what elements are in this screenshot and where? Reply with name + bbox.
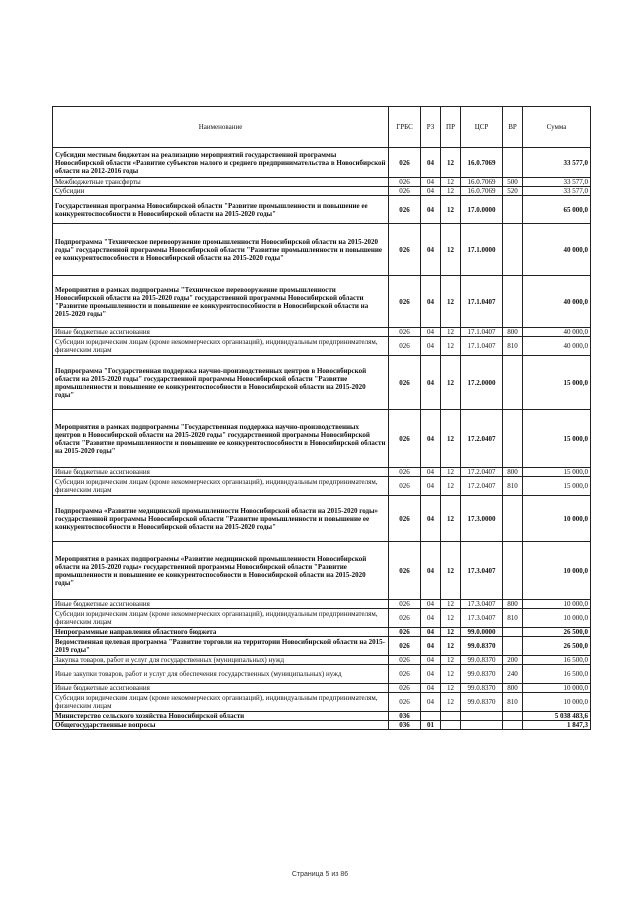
cell-csr: 16.0.7069 [461, 187, 503, 196]
table-row [53, 276, 591, 328]
cell-pr: 12 [441, 276, 461, 328]
cell-pr: 12 [441, 628, 461, 637]
table-row [53, 721, 591, 730]
cell-vr: 800 [503, 328, 523, 337]
cell-rz: 04 [421, 337, 441, 356]
cell-grbs: 026 [389, 276, 421, 328]
cell-rz: 04 [421, 496, 441, 542]
cell-name: Иные бюджетные ассигнования [53, 684, 389, 693]
cell-vr: 200 [503, 656, 523, 665]
cell-name: Подпрограмма «Развитие медицинской промышленности Новосибирской области на 2015-2020 годы» государственной программы Новосибирской области "Развитие промышленности и повышение ее конкурентоспособности в Новосибирской области на 2015-2020 годы" [53, 496, 389, 542]
cell-name: Субсидии местным бюджетам на реализацию мероприятий государственной программы Новосибирской области «Развитие субъектов малого и среднего предпринимательства в Новосибирской области на 2012-2016 годы [53, 148, 389, 178]
cell-rz: 01 [421, 721, 441, 730]
cell-grbs: 026 [389, 684, 421, 693]
cell-grbs: 026 [389, 496, 421, 542]
cell-vr: 800 [503, 684, 523, 693]
cell-csr: 17.0.0000 [461, 196, 503, 224]
cell-csr: 17.1.0407 [461, 328, 503, 337]
cell-sum: 10 000,0 [523, 542, 591, 600]
cell-csr: 99.0.0000 [461, 628, 503, 637]
cell-grbs: 026 [389, 328, 421, 337]
cell-grbs: 026 [389, 196, 421, 224]
cell-vr [503, 628, 523, 637]
cell-pr: 12 [441, 410, 461, 468]
table-body [53, 148, 591, 730]
cell-rz: 04 [421, 477, 441, 496]
cell-pr: 12 [441, 187, 461, 196]
cell-csr: 17.3.0407 [461, 542, 503, 600]
page-number: Страница 5 из 86 [291, 871, 349, 878]
cell-name: Мероприятия в рамках подпрограммы «Развитие медицинской промышленности Новосибирской области на 2015-2020 годы» государственной программы Новосибирской области "Развитие промышленности и повышение ее конкурентоспособности в Новосибирской области на 2015-2020 годы" [53, 542, 389, 600]
cell-vr [503, 410, 523, 468]
cell-vr [503, 224, 523, 276]
table-row [53, 187, 591, 196]
cell-pr: 12 [441, 224, 461, 276]
cell-pr: 12 [441, 148, 461, 178]
cell-csr: 17.1.0000 [461, 224, 503, 276]
cell-csr: 17.2.0000 [461, 356, 503, 410]
table-row [53, 600, 591, 609]
cell-sum: 40 000,0 [523, 328, 591, 337]
cell-name: Мероприятия в рамках подпрограммы "Техническое перевооружение промышленности Новосибирской области на 2015-2020 годы" государственной программы Новосибирской области "Развитие промышленности и повышение ее конкурентоспособности в Новосибирской области на 2015-2020 годы" [53, 276, 389, 328]
cell-name: Иные закупки товаров, работ и услуг для обеспечения государственных (муниципальных) нужд [53, 665, 389, 684]
cell-rz: 04 [421, 637, 441, 656]
cell-name: Субсидии юридическим лицам (кроме некоммерческих организаций), индивидуальным предпринимателям, физическим лицам [53, 337, 389, 356]
cell-pr: 12 [441, 693, 461, 712]
cell-vr [503, 196, 523, 224]
header-sum: Сумма [523, 107, 591, 148]
table-row [53, 328, 591, 337]
cell-sum: 15 000,0 [523, 410, 591, 468]
cell-csr: 17.3.0407 [461, 600, 503, 609]
table-row [53, 468, 591, 477]
cell-sum: 1 847,3 [523, 721, 591, 730]
table-row [53, 410, 591, 468]
cell-pr: 12 [441, 328, 461, 337]
cell-grbs: 026 [389, 600, 421, 609]
cell-pr: 12 [441, 178, 461, 187]
table-row [53, 148, 591, 178]
header-pr: ПР [441, 107, 461, 148]
cell-grbs: 026 [389, 628, 421, 637]
cell-grbs: 026 [389, 693, 421, 712]
cell-grbs: 026 [389, 356, 421, 410]
cell-name: Субсидии юридическим лицам (кроме некоммерческих организаций), индивидуальным предпринимателям, физическим лицам [53, 609, 389, 628]
cell-rz: 04 [421, 628, 441, 637]
cell-csr: 17.2.0407 [461, 468, 503, 477]
cell-csr: 16.0.7069 [461, 178, 503, 187]
cell-sum: 40 000,0 [523, 276, 591, 328]
cell-sum: 15 000,0 [523, 468, 591, 477]
cell-pr: 12 [441, 665, 461, 684]
cell-sum: 16 500,0 [523, 665, 591, 684]
cell-sum: 26 500,0 [523, 637, 591, 656]
cell-sum: 33 577,0 [523, 178, 591, 187]
table-row [53, 628, 591, 637]
cell-rz: 04 [421, 187, 441, 196]
cell-sum: 33 577,0 [523, 148, 591, 178]
cell-vr [503, 148, 523, 178]
cell-grbs: 026 [389, 609, 421, 628]
cell-vr [503, 712, 523, 721]
cell-rz: 04 [421, 196, 441, 224]
cell-rz: 04 [421, 148, 441, 178]
cell-grbs: 026 [389, 148, 421, 178]
cell-rz: 04 [421, 609, 441, 628]
cell-sum: 15 000,0 [523, 477, 591, 496]
cell-name: Субсидии [53, 187, 389, 196]
cell-pr: 12 [441, 196, 461, 224]
cell-name: Субсидии юридическим лицам (кроме некоммерческих организаций), индивидуальным предпринимателям, физическим лицам [53, 693, 389, 712]
cell-vr: 810 [503, 609, 523, 628]
table-row [53, 196, 591, 224]
table-row [53, 496, 591, 542]
cell-name: Подпрограмма "Государственная поддержка научно-производственных центров в Новосибирской области на 2015-2020 годы" государственной программы Новосибирской области "Развитие промышленности и повышение ее конкурентоспособности в Новосибирской области на 2015-2020 годы" [53, 356, 389, 410]
table-row [53, 178, 591, 187]
cell-vr: 520 [503, 187, 523, 196]
cell-sum: 10 000,0 [523, 609, 591, 628]
cell-csr: 99.0.8370 [461, 656, 503, 665]
cell-grbs: 026 [389, 224, 421, 276]
cell-grbs: 026 [389, 656, 421, 665]
cell-name: Непрограммные направления областного бюджета [53, 628, 389, 637]
cell-sum: 16 500,0 [523, 656, 591, 665]
cell-rz [421, 712, 441, 721]
cell-grbs: 036 [389, 712, 421, 721]
cell-csr: 17.3.0000 [461, 496, 503, 542]
cell-name: Иные бюджетные ассигнования [53, 468, 389, 477]
cell-grbs: 026 [389, 665, 421, 684]
cell-csr: 99.0.8370 [461, 684, 503, 693]
cell-sum: 40 000,0 [523, 337, 591, 356]
cell-csr: 17.2.0407 [461, 477, 503, 496]
cell-pr: 12 [441, 542, 461, 600]
cell-rz: 04 [421, 276, 441, 328]
cell-grbs: 026 [389, 178, 421, 187]
cell-name: Иные бюджетные ассигнования [53, 600, 389, 609]
cell-sum: 65 000,0 [523, 196, 591, 224]
cell-rz: 04 [421, 600, 441, 609]
cell-sum: 33 577,0 [523, 187, 591, 196]
budget-table [52, 106, 591, 730]
cell-sum: 10 000,0 [523, 684, 591, 693]
cell-pr: 12 [441, 684, 461, 693]
table-row [53, 477, 591, 496]
cell-sum: 10 000,0 [523, 600, 591, 609]
cell-csr: 17.1.0407 [461, 276, 503, 328]
table-row [53, 665, 591, 684]
cell-vr [503, 721, 523, 730]
table-row [53, 337, 591, 356]
table-row [53, 224, 591, 276]
header-vr: ВР [503, 107, 523, 148]
cell-vr [503, 637, 523, 656]
cell-pr [441, 712, 461, 721]
cell-name: Межбюджетные трансферты [53, 178, 389, 187]
cell-rz: 04 [421, 656, 441, 665]
cell-rz: 04 [421, 468, 441, 477]
cell-name: Государственная программа Новосибирской области "Развитие промышленности и повышение ее конкурентоспособности в Новосибирской области на 2015-2020 годы" [53, 196, 389, 224]
table-row [53, 656, 591, 665]
cell-pr [441, 721, 461, 730]
cell-vr: 810 [503, 693, 523, 712]
header-rz: РЗ [421, 107, 441, 148]
cell-name: Общегосударственные вопросы [53, 721, 389, 730]
cell-name: Подпрограмма "Техническое перевооружение промышленности Новосибирской области на 2015-2020 годы" государственной программы Новосибирской области "Развитие промышленности и повышение ее конкурентоспособности в Новосибирской области на 2015-2020 годы" [53, 224, 389, 276]
cell-rz: 04 [421, 178, 441, 187]
cell-vr: 240 [503, 665, 523, 684]
cell-vr [503, 496, 523, 542]
cell-name: Министерство сельского хозяйства Новосибирской области [53, 712, 389, 721]
cell-vr [503, 542, 523, 600]
cell-csr: 17.2.0407 [461, 410, 503, 468]
cell-grbs: 026 [389, 187, 421, 196]
cell-pr: 12 [441, 356, 461, 410]
table-row [53, 693, 591, 712]
cell-csr: 99.0.8370 [461, 665, 503, 684]
cell-rz: 04 [421, 410, 441, 468]
cell-pr: 12 [441, 496, 461, 542]
cell-name: Закупка товаров, работ и услуг для государственных (муниципальных) нужд [53, 656, 389, 665]
cell-sum: 10 000,0 [523, 693, 591, 712]
cell-csr: 99.0.8370 [461, 693, 503, 712]
cell-name: Иные бюджетные ассигнования [53, 328, 389, 337]
cell-vr: 800 [503, 468, 523, 477]
cell-csr: 99.0.8370 [461, 637, 503, 656]
cell-grbs: 026 [389, 468, 421, 477]
cell-grbs: 026 [389, 542, 421, 600]
table-row [53, 609, 591, 628]
header-csr: ЦСР [461, 107, 503, 148]
cell-rz: 04 [421, 693, 441, 712]
cell-csr [461, 712, 503, 721]
cell-sum: 10 000,0 [523, 496, 591, 542]
table-row [53, 684, 591, 693]
cell-vr [503, 356, 523, 410]
cell-pr: 12 [441, 337, 461, 356]
cell-pr: 12 [441, 637, 461, 656]
table-row [53, 712, 591, 721]
header-name: Наименование [53, 107, 389, 148]
table-row [53, 356, 591, 410]
cell-pr: 12 [441, 468, 461, 477]
cell-pr: 12 [441, 656, 461, 665]
cell-vr: 810 [503, 337, 523, 356]
cell-sum: 5 038 483,6 [523, 712, 591, 721]
table-header-row [53, 107, 591, 148]
cell-csr: 17.1.0407 [461, 337, 503, 356]
cell-grbs: 026 [389, 637, 421, 656]
table-row [53, 542, 591, 600]
cell-vr: 810 [503, 477, 523, 496]
cell-rz: 04 [421, 684, 441, 693]
cell-name: Мероприятия в рамках подпрограммы "Государственная поддержка научно-производственных центров в Новосибирской области на 2015-2020 годы" государственной программы Новосибирской области "Развитие промышленности и повышение ее конкурентоспособности в Новосибирской области на 2015-2020 годы" [53, 410, 389, 468]
cell-sum: 40 000,0 [523, 224, 591, 276]
cell-vr: 800 [503, 600, 523, 609]
cell-vr [503, 276, 523, 328]
cell-csr: 17.3.0407 [461, 609, 503, 628]
header-grbs: ГРБС [389, 107, 421, 148]
cell-rz: 04 [421, 224, 441, 276]
cell-csr [461, 721, 503, 730]
cell-rz: 04 [421, 665, 441, 684]
cell-csr: 16.0.7069 [461, 148, 503, 178]
cell-name: Субсидии юридическим лицам (кроме некоммерческих организаций), индивидуальным предпринимателям, физическим лицам [53, 477, 389, 496]
cell-rz: 04 [421, 328, 441, 337]
cell-grbs: 026 [389, 477, 421, 496]
cell-grbs: 036 [389, 721, 421, 730]
cell-vr: 500 [503, 178, 523, 187]
cell-rz: 04 [421, 356, 441, 410]
cell-rz: 04 [421, 542, 441, 600]
cell-pr: 12 [441, 600, 461, 609]
cell-grbs: 026 [389, 337, 421, 356]
cell-pr: 12 [441, 609, 461, 628]
cell-name: Ведомственная целевая программа "Развитие торговли на территории Новосибирской области на 2015-2019 годы" [53, 637, 389, 656]
cell-pr: 12 [441, 477, 461, 496]
cell-sum: 15 000,0 [523, 356, 591, 410]
cell-grbs: 026 [389, 410, 421, 468]
table-row [53, 637, 591, 656]
cell-sum: 26 500,0 [523, 628, 591, 637]
